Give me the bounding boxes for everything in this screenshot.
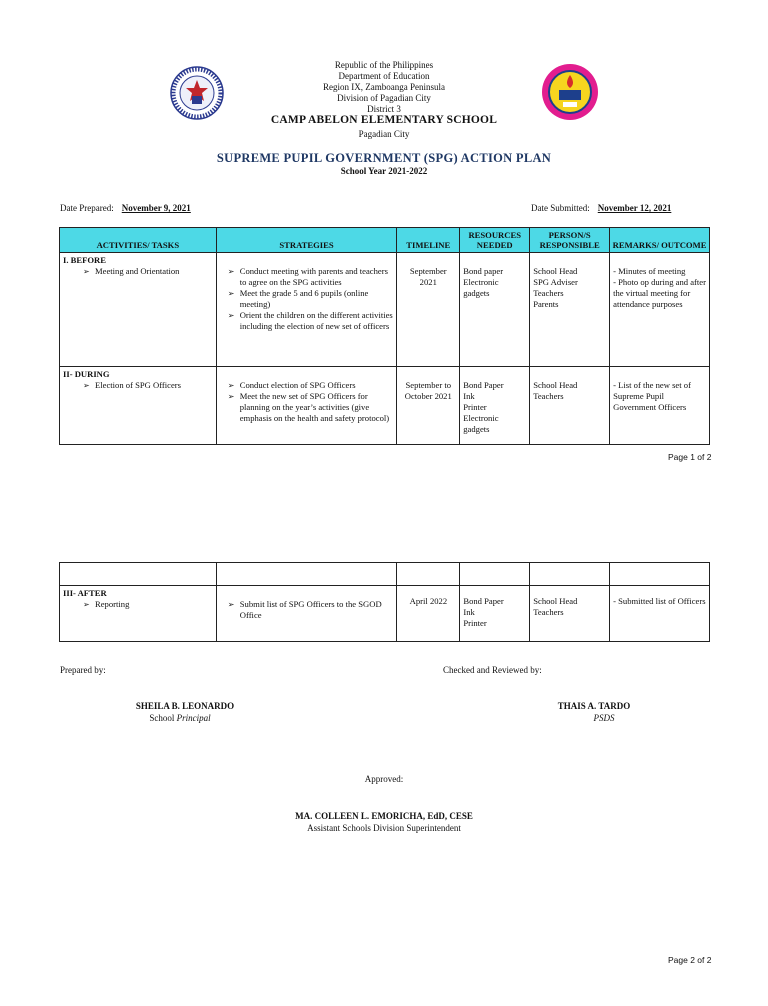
section-after: III- AFTER [63,588,107,598]
resource-item: Electronic gadgets [463,277,499,298]
page1-footer: Page 1 of 2 [668,452,712,462]
resource-item: Bond paper [463,266,504,276]
col-activities: ACTIVITIES/ TASKS [60,228,217,253]
date-prepared-value: November 9, 2021 [121,203,191,213]
strategy-item: ➢ Meet the new set of SPG Officers for planning on the year’s activities (give emphasis on the health and safety protocol) [226,391,394,424]
prepared-by-label: Prepared by: [60,665,106,675]
psds-name: THAIS A. TARDO [557,701,631,711]
date-submitted-value: November 12, 2021 [597,203,672,213]
header-district: District 3 [367,104,401,114]
psds-role: PSDS [593,713,615,723]
checked-by-label: Checked and Reviewed by: [443,665,542,675]
asds-role: Assistant Schools Division Superintendent [307,823,461,833]
strategy-item: ➢ Orient the children on the different activities including the election of new set of officers [226,310,394,332]
remarks-cell [610,586,710,642]
blank-cell [397,563,460,586]
blank-cell [460,563,530,586]
school-city: Pagadian City [358,129,410,139]
strategy-item: ➢ Conduct election of SPG Officers [226,380,394,391]
activity-item: ➢ Election of SPG Officers [81,380,213,391]
date-submitted-label: Date Submitted: [531,203,590,213]
blank-cell [610,563,710,586]
persons-cell [530,367,610,445]
header-deped: Department of Education [338,71,430,81]
blank-cell [530,563,610,586]
col-persons: PERSON/S RESPONSIBLE [530,228,610,253]
resource-item: Bond Paper [463,380,504,390]
resource-item: Printer [463,402,487,412]
col-timeline: TIMELINE [397,228,460,253]
action-plan-table-page2 [59,562,710,642]
timeline-cell: September to October 2021 [397,367,460,445]
activity-cell [60,586,217,642]
approved-label: Approved: [364,774,404,784]
remark-item: - Minutes of meeting [613,266,686,276]
resources-cell [460,586,530,642]
resource-item: Ink [463,391,475,401]
activity-cell [60,367,217,445]
remark-item: - List of the new set of Supreme Pupil Government Officers [613,380,691,412]
page2-footer: Page 2 of 2 [668,955,712,965]
strategies-cell [216,253,397,367]
table-row-after [60,586,710,642]
principal-role [105,713,255,723]
principal-role-b: Principal [176,713,211,723]
col-remarks: REMARKS/ OUTCOME [610,228,710,253]
blank-cell [216,563,397,586]
strategies-cell [216,586,397,642]
section-before: I. BEFORE [63,255,106,265]
activity-item: ➢ Reporting [81,599,213,610]
strategy-item: ➢ Meet the grade 5 and 6 pupils (online meeting) [226,288,394,310]
resource-item: Electronic gadgets [463,413,499,434]
activity-cell [60,253,217,367]
principal-role-a: School [149,713,175,723]
document-title: SUPREME PUPIL GOVERNMENT (SPG) ACTION PLAN [216,151,552,165]
header-region: Region IX, Zamboanga Peninsula [323,82,445,92]
remarks-cell [610,253,710,367]
table-row-during [60,367,710,445]
col-resources: RESOURCES NEEDED [460,228,530,253]
strategies-cell [216,367,397,445]
date-prepared-label: Date Prepared: [60,203,114,213]
remark-item: - Submitted list of Officers [613,596,706,606]
remark-item: - Photo op during and after the virtual meeting for attendance purposes [613,277,706,309]
resource-item: Ink [463,607,475,617]
person-item: Teachers [533,288,564,298]
persons-cell [530,253,610,367]
resource-item: Bond Paper [463,596,504,606]
section-during: II- DURING [63,369,110,379]
date-submitted [531,203,671,213]
col-strategies: STRATEGIES [216,228,397,253]
blank-cell [60,563,217,586]
resources-cell [460,253,530,367]
header-division: Division of Pagadian City [337,93,431,103]
person-item: Teachers [533,391,564,401]
person-item: Parents [533,299,559,309]
person-item: SPG Adviser [533,277,578,287]
person-item: School Head [533,380,578,390]
principal-name: SHEILA B. LEONARDO [135,701,235,711]
asds-name: MA. COLLEEN L. EMORICHA, EdD, CESE [295,811,473,821]
persons-cell [530,586,610,642]
school-name: CAMP ABELON ELEMENTARY SCHOOL [270,114,498,126]
resources-cell [460,367,530,445]
activity-item: ➢ Meeting and Orientation [81,266,213,277]
school-year: School Year 2021-2022 [340,166,428,176]
header-republic: Republic of the Philippines [334,60,434,70]
person-item: School Head [533,266,578,276]
person-item: Teachers [533,607,564,617]
strategy-item: ➢ Conduct meeting with parents and teachers to agree on the SPG activities [226,266,394,288]
table-row-blank [60,563,710,586]
table-row-before [60,253,710,367]
person-item: School Head [533,596,578,606]
remarks-cell [610,367,710,445]
timeline-cell: April 2022 [397,586,460,642]
date-prepared [60,203,191,213]
resource-item: Printer [463,618,487,628]
timeline-cell: September 2021 [397,253,460,367]
action-plan-table-page1 [59,227,710,445]
strategy-item: ➢ Submit list of SPG Officers to the SGOD Office [226,599,394,621]
